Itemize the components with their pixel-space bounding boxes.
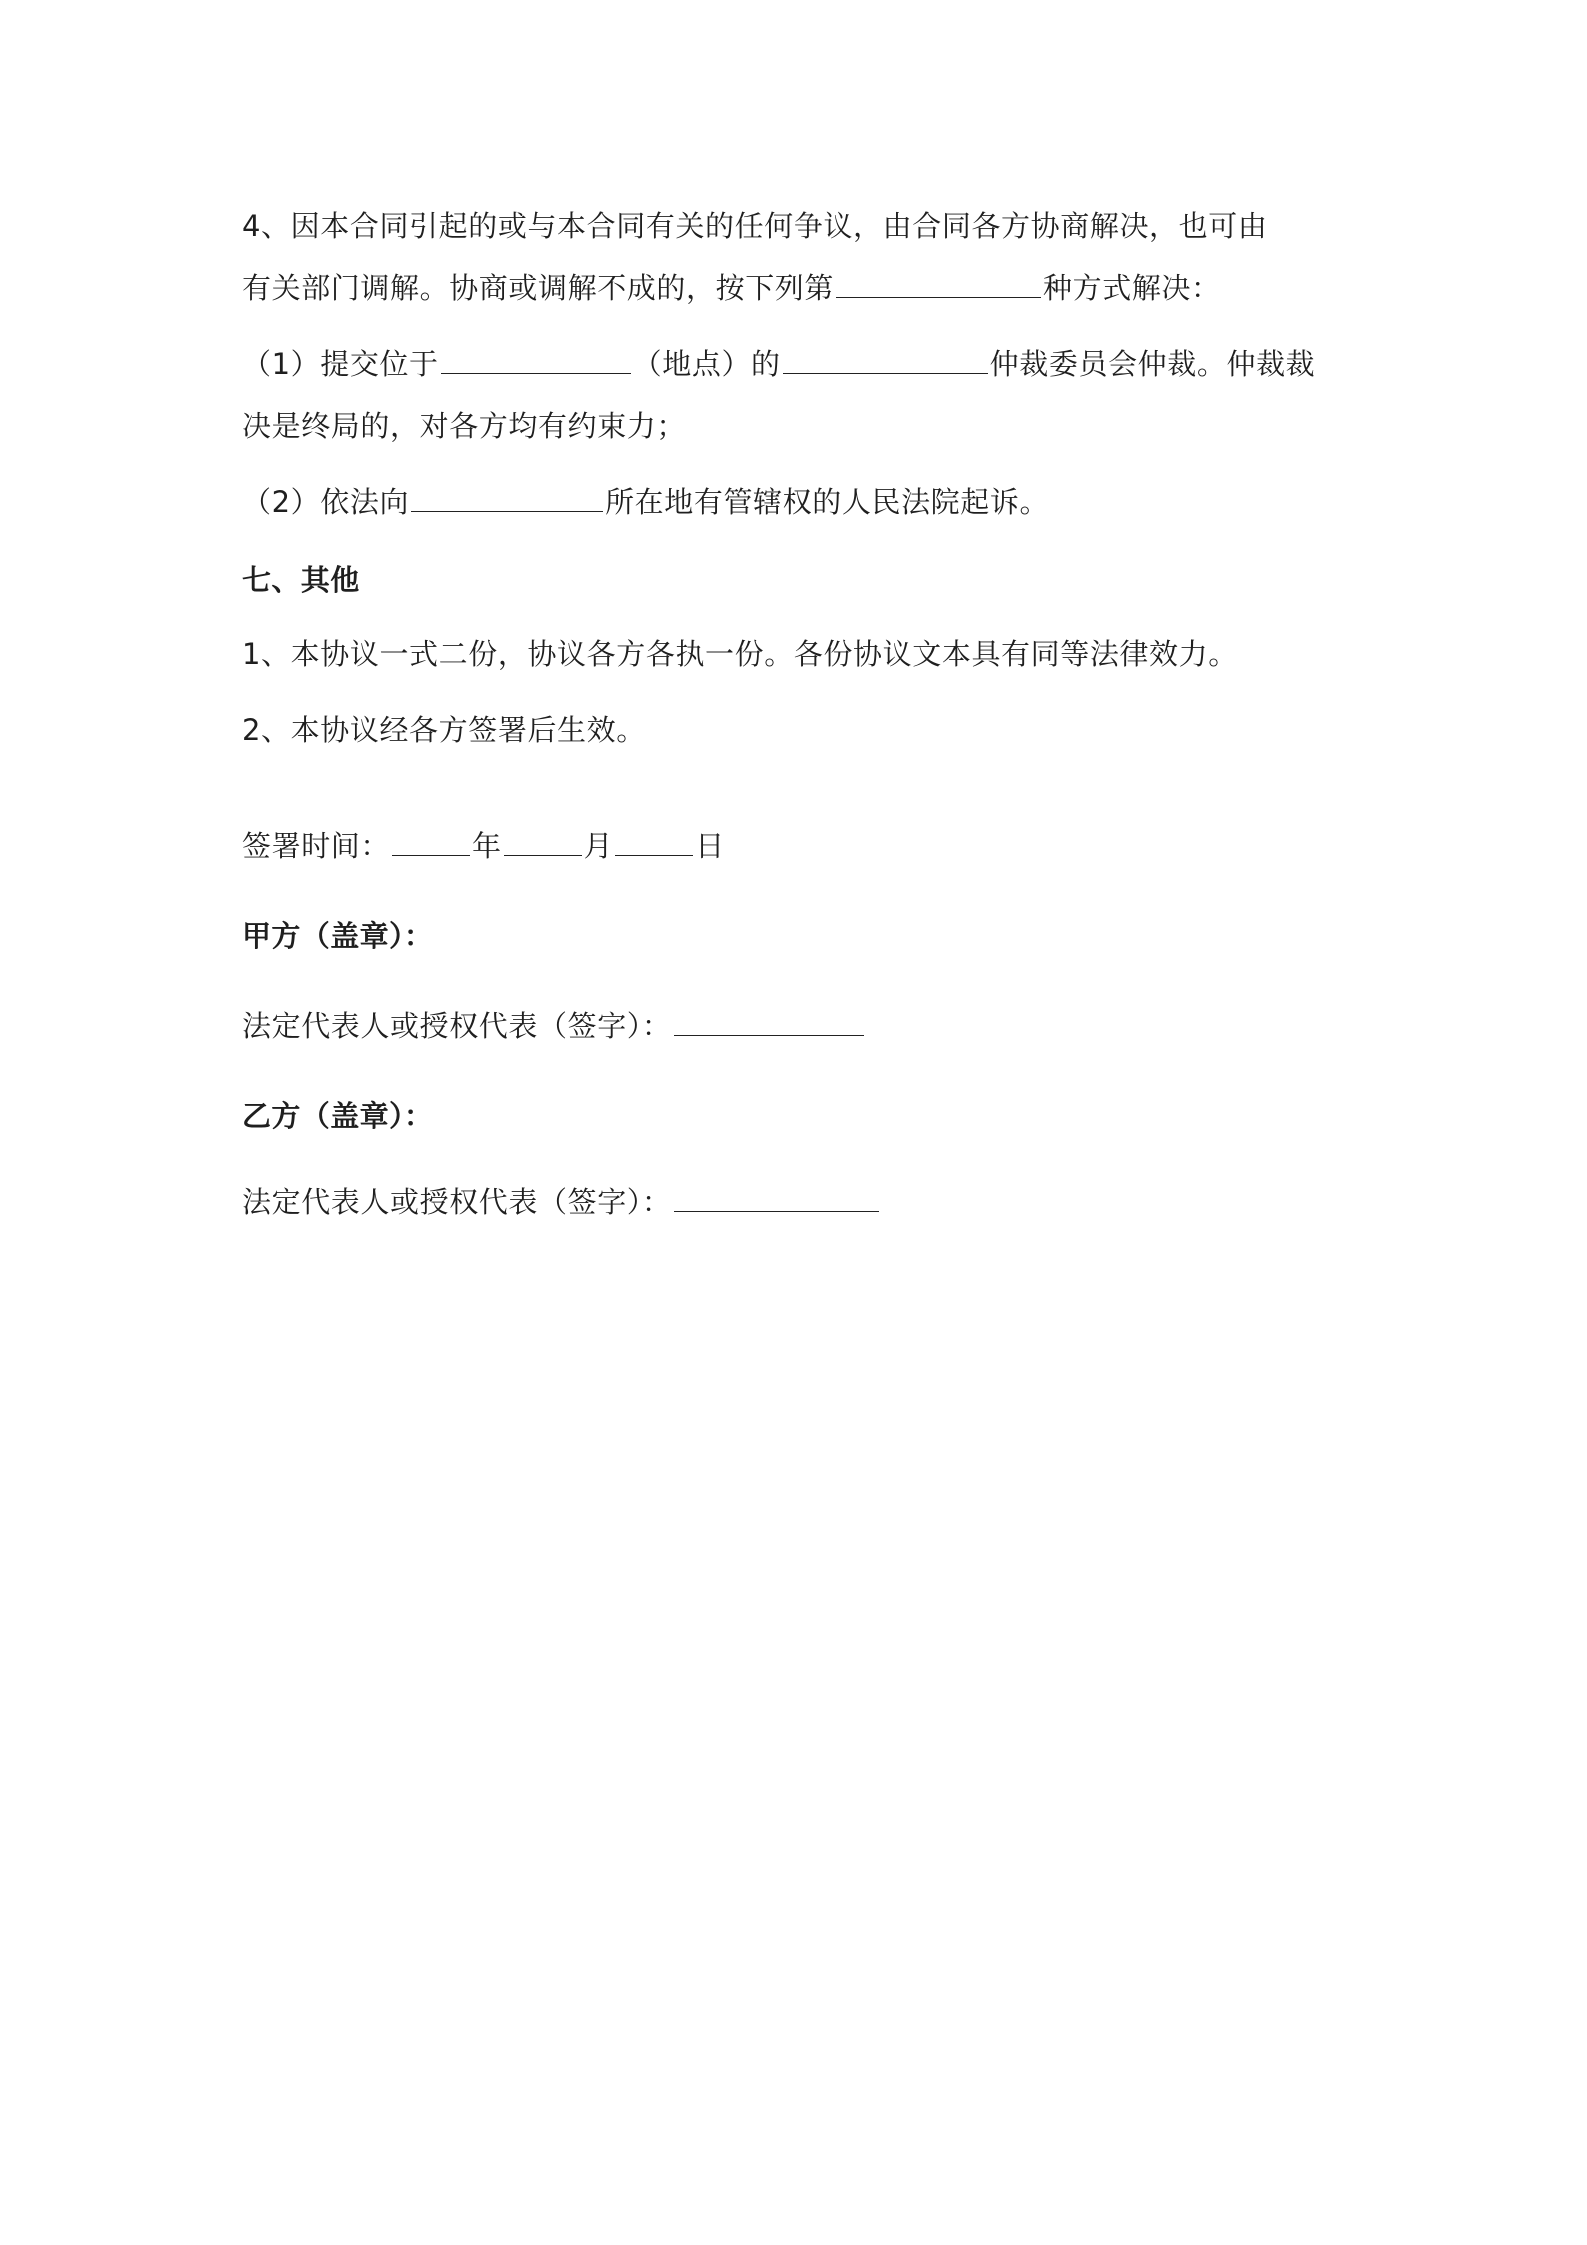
- option1-line2: [242, 406, 686, 446]
- year-label: 年: [472, 829, 502, 863]
- signing-date-label: 签署时间：: [242, 829, 391, 863]
- section7-item1: [242, 634, 1238, 674]
- rep-b-line: [242, 1182, 881, 1222]
- section7-item2-text: 2、本协议经各方签署后生效。: [242, 713, 646, 747]
- method-number-blank[interactable]: [836, 271, 1041, 298]
- section7-item2: [242, 710, 646, 750]
- section7-heading: [242, 560, 360, 600]
- option1-text-c: 仲裁委员会仲裁。仲裁裁: [989, 347, 1316, 381]
- rep-a-line: [242, 1006, 866, 1046]
- clause4-line2: [242, 268, 1221, 308]
- rep-a-signature-blank[interactable]: [674, 1009, 864, 1036]
- rep-a-label: 法定代表人或授权代表（签字）：: [242, 1009, 672, 1043]
- month-label: 月: [583, 829, 614, 863]
- option2-text-b: 所在地有管辖权的人民法院起诉。: [605, 485, 1050, 519]
- section7-item1-text: 1、本协议一式二份，协议各方各执一份。各份协议文本具有同等法律效力。: [242, 637, 1238, 671]
- option1-line2-text: 决是终局的，对各方均有约束力；: [242, 409, 687, 443]
- option2-line: [242, 482, 1049, 522]
- arbitration-location-blank[interactable]: [441, 347, 631, 374]
- clause4-line1-text: 4、因本合同引起的或与本合同有关的任何争议，由合同各方协商解决，也可由: [242, 209, 1268, 243]
- court-location-blank[interactable]: [411, 485, 603, 512]
- rep-b-label: 法定代表人或授权代表（签字）：: [242, 1185, 672, 1219]
- option2-text-a: （2）依法向: [242, 485, 410, 519]
- option1-text-a: （1）提交位于: [242, 347, 439, 381]
- section7-heading-text: 七、其他: [242, 563, 360, 597]
- rep-b-signature-blank[interactable]: [674, 1185, 879, 1212]
- day-label: 日: [695, 829, 725, 863]
- month-blank[interactable]: [504, 829, 582, 856]
- party-b-line: [242, 1096, 433, 1136]
- arbitration-commission-blank[interactable]: [783, 347, 988, 374]
- day-blank[interactable]: [615, 829, 693, 856]
- year-blank[interactable]: [392, 829, 470, 856]
- party-a-line: [242, 916, 433, 956]
- party-a-label: 甲方（盖章）：: [242, 919, 434, 953]
- option1-line1: [242, 344, 1315, 384]
- clause4-line1: [242, 206, 1267, 246]
- party-b-label: 乙方（盖章）：: [242, 1099, 434, 1133]
- clause4-line2-text-a: 有关部门调解。协商或调解不成的，按下列第: [242, 271, 835, 305]
- clause4-line2-text-b: 种方式解决：: [1043, 271, 1221, 305]
- option1-text-b: （地点）的: [632, 347, 781, 381]
- signing-date-line: [242, 826, 725, 866]
